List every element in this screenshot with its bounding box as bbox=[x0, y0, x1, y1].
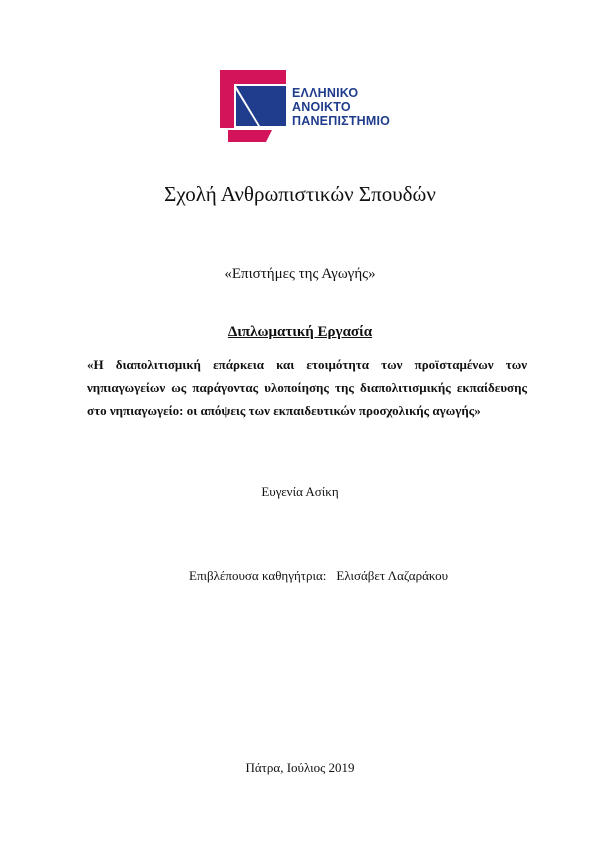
supervisor-label: Επιβλέπουσα καθηγήτρια: bbox=[189, 568, 327, 583]
author-name: Ευγενία Ασίκη bbox=[261, 484, 339, 499]
logo-line-2: ΑΝΟΙΚΤΟ bbox=[292, 100, 351, 114]
supervisor-name: Ελισάβετ Λαζαράκου bbox=[336, 568, 449, 583]
place-date: Πάτρα, Ιούλιος 2019 bbox=[245, 760, 355, 775]
logo-line-1: ΕΛΛΗΝΙΚΟ bbox=[292, 86, 359, 100]
school-name: Σχολή Ανθρωπιστικών Σπουδών bbox=[164, 182, 436, 206]
logo-mark-icon bbox=[220, 70, 286, 142]
supervisor-line bbox=[189, 568, 448, 584]
program-name: «Επιστήμες της Αγωγής» bbox=[224, 266, 376, 282]
document-type: Διπλωματική Εργασία bbox=[227, 324, 373, 340]
logo-line-3: ΠΑΝΕΠΙΣΤΗΜΙΟ bbox=[292, 114, 391, 128]
university-logo bbox=[220, 70, 410, 142]
logo-wordmark bbox=[292, 86, 390, 128]
thesis-title: «Η διαπολιτισμική επάρκεια και ετοιμότητα των προϊσταμένων των νηπιαγωγείων ως παράγοντας υλοποίησης της διαπολιτισμικής εκπαίδευσης στο νηπιαγωγείο: οι απόψεις των εκπαιδευτικών προσχολικής αγωγής» bbox=[87, 357, 527, 418]
